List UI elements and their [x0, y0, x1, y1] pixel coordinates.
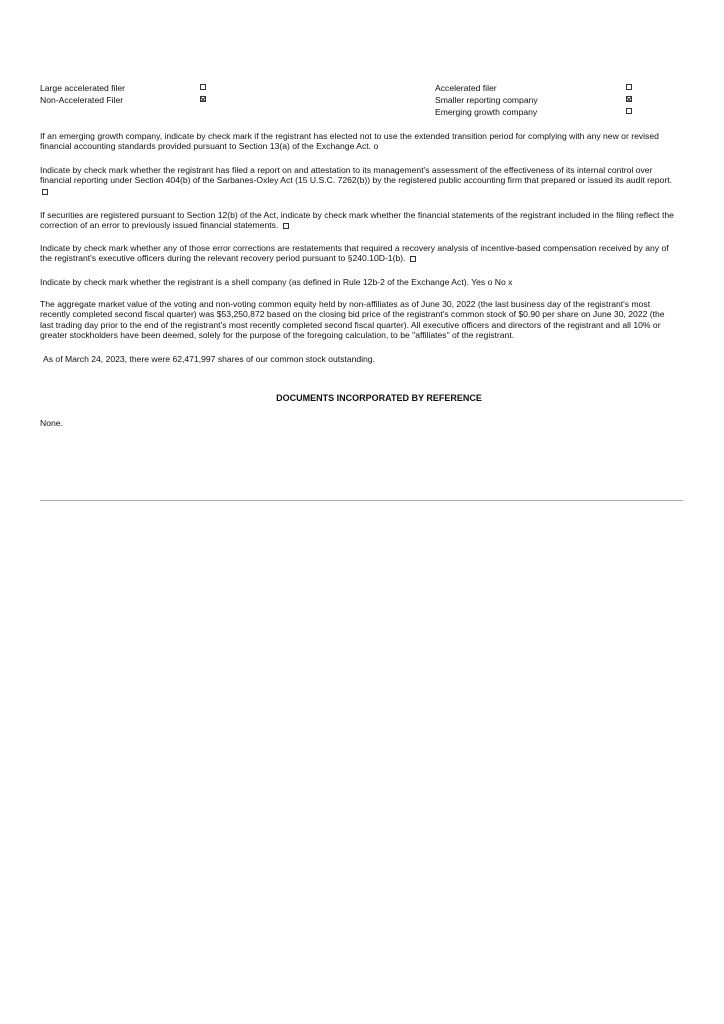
emerging-growth-company-checkbox[interactable]: [626, 108, 632, 114]
shares-outstanding-paragraph: [43, 354, 683, 364]
documents-incorporated-body: None.: [40, 418, 63, 428]
documents-incorporated-heading: DOCUMENTS INCORPORATED BY REFERENCE: [276, 393, 482, 403]
shell-company-paragraph: [40, 277, 680, 287]
aggregate-market-value-paragraph: [40, 299, 680, 341]
non-accelerated-filer-checkbox[interactable]: [200, 96, 206, 102]
accelerated-filer-label: Accelerated filer: [435, 83, 497, 93]
emerging-growth-company-label: Emerging growth company: [435, 107, 538, 117]
non-accelerated-filer-label: Non-Accelerated Filer: [40, 95, 124, 105]
error-corrections-paragraph: [40, 243, 680, 264]
section-12b-paragraph: [40, 210, 680, 231]
accelerated-filer-checkbox[interactable]: [626, 84, 632, 90]
error-corrections-text: Indicate by check mark whether any of those error corrections are restatements that required a recovery analysis of incentive-based compensation received by any of the registrant's executive officers during the relevant recovery period pursuant to §240.10D-1(b).: [40, 243, 669, 264]
error-corrections-checkbox[interactable]: [410, 256, 416, 262]
section-divider: [40, 500, 683, 501]
smaller-reporting-company-checkbox[interactable]: [626, 96, 632, 102]
emerging-growth-election-paragraph: [40, 131, 680, 152]
internal-control-text: Indicate by check mark whether the registrant has filed a report on and attestation to its management's assessment of the effectiveness of its internal control over financial reporting under Section 404(b) of the Sarbanes-Oxley Act (15 U.S.C. 7262(b)) by the registered public accounting firm that prepared or issued its audit report.: [40, 165, 672, 186]
large-accelerated-filer-label: Large accelerated filer: [40, 83, 126, 93]
section-12b-text: If securities are registered pursuant to Section 12(b) of the Act, indicate by check mark whether the financial statements of the registrant included in the filing reflect the correction of an error to previously issued financial statements.: [40, 210, 674, 231]
smaller-reporting-company-label: Smaller reporting company: [435, 95, 538, 105]
internal-control-paragraph: [40, 165, 680, 196]
shell-company-text: Indicate by check mark whether the registrant is a shell company (as defined in Rule 12b-2 of the Exchange Act). Yes o No x: [40, 277, 513, 287]
shares-outstanding-text: As of March 24, 2023, there were 62,471,997 shares of our common stock outstanding.: [43, 354, 376, 364]
emerging-growth-election-text: If an emerging growth company, indicate by check mark if the registrant has elected not to use the extended transition period for complying with any new or revised financial accounting standards provided pursuant to Section 13(a) of the Exchange Act. o: [40, 131, 659, 152]
internal-control-checkbox[interactable]: [42, 189, 48, 195]
section-12b-checkbox[interactable]: [283, 223, 289, 229]
large-accelerated-filer-checkbox[interactable]: [200, 84, 206, 90]
aggregate-market-value-text: The aggregate market value of the voting and non-voting common equity held by non-affiliates as of June 30, 2022 (the last business day of the registrant's most recently completed second fiscal quarter) was $53,250,872 based on the closing bid price of the registrant's common stock of $0.90 per share on June 30, 2022 (the last trading day prior to the end of the registrant's most recently completed second fiscal quarter). All executive officers and directors of the registrant and all 10% or greater stockholders have been deemed, solely for the purpose of the foregoing calculation, to be "affiliates" of the registrant.: [40, 299, 665, 341]
